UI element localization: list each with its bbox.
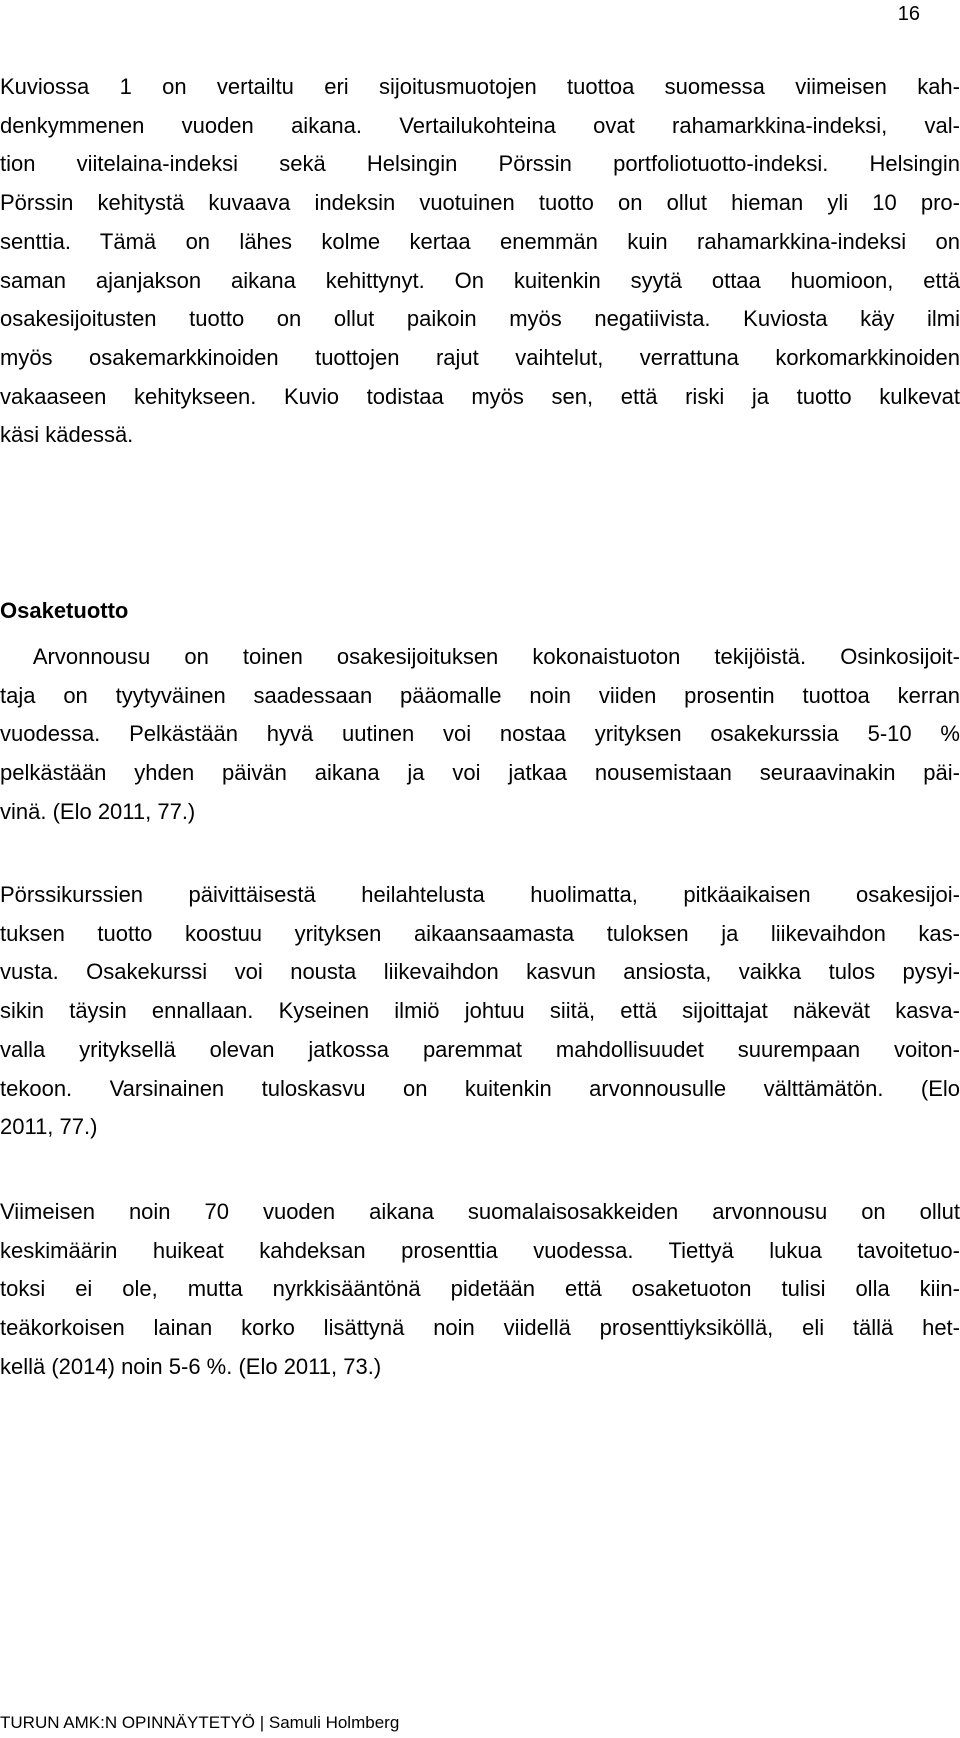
text-line: pelkästään yhden päivän aikana ja voi jatkaa nousemistaan seuraavinakin päi- <box>0 760 960 786</box>
text-line: tekoon. Varsinainen tuloskasvu on kuitenkin arvonnousulle välttämätön. (Elo <box>0 1075 960 1101</box>
section-heading: Osaketuotto <box>0 598 129 623</box>
text-line: Viimeisen noin 70 vuoden aikana suomalaisosakkeiden arvonnousu on ollut <box>0 1199 960 1224</box>
text-line: myös osakemarkkinoiden tuottojen rajut vaihtelut, verrattuna korkomarkkinoiden <box>0 344 960 370</box>
text-line: 2011, 77.) <box>0 1114 98 1140</box>
text-line: Kuviossa 1 on vertailtu eri sijoitusmuotojen tuottoa suomessa viimeisen kah- <box>0 74 960 99</box>
text-line: taja on tyytyväinen saadessaan pääomalle noin viiden prosentin tuottoa kerran <box>0 682 960 708</box>
text-line: osakesijoitusten tuotto on ollut paikoin myös negatiivista. Kuviosta käy ilmi <box>0 306 960 332</box>
text-line: Arvonnousu on toinen osakesijoituksen kokonaistuoton tekijöistä. Osinkosijoit- <box>0 644 960 669</box>
text-line: saman ajanjakson aikana kehittynyt. On kuitenkin syytä ottaa huomioon, että <box>0 267 960 293</box>
text-line: vinä. (Elo 2011, 77.) <box>0 798 196 824</box>
text-line: teäkorkoisen lainan korko lisättynä noin viidellä prosenttiyksiköllä, eli tällä het- <box>0 1315 960 1341</box>
text-line: keskimäärin huikeat kahdeksan prosenttia vuodessa. Tiettyä lukua tavoitetuo- <box>0 1237 960 1263</box>
text-line: tuksen tuotto koostuu yrityksen aikaansaamasta tuloksen ja liikevaihdon kas- <box>0 920 960 946</box>
text-line: tion viitelaina-indeksi sekä Helsingin Pörssin portfoliotuotto-indeksi. Helsingin <box>0 151 960 177</box>
paragraph-2-real <box>0 638 960 832</box>
footer: TURUN AMK:N OPINNÄYTETYÖ | Samuli Holmberg <box>0 1713 400 1732</box>
text-line: vuodessa. Pelkästään hyvä uutinen voi nostaa yrityksen osakekurssia 5-10 % <box>0 721 960 747</box>
text-line: denkymmenen vuoden aikana. Vertailukohteina ovat rahamarkkina-indeksi, val- <box>0 112 960 138</box>
text-line: toksi ei ole, mutta nyrkkisääntönä pidetään että osaketuoton tulisi olla kiin- <box>0 1276 960 1302</box>
text-line: sikin täysin ennallaan. Kyseinen ilmiö johtuu siitä, että sijoittajat näkevät kasva- <box>0 998 960 1024</box>
text-line: Pörssin kehitystä kuvaava indeksin vuotuinen tuotto on ollut hieman yli 10 pro- <box>0 190 960 216</box>
text-line: valla yrityksellä olevan jatkossa paremmat mahdollisuudet suurempaan voiton- <box>0 1036 960 1062</box>
text-line: vusta. Osakekurssi voi nousta liikevaihdon kasvun ansiosta, vaikka tulos pysyi- <box>0 959 960 985</box>
paragraph-4 <box>0 1193 960 1387</box>
paragraph-1 <box>0 68 960 455</box>
text-line: käsi kädessä. <box>0 422 134 448</box>
page-number: 16 <box>897 3 920 25</box>
text-line: Pörssikurssien päivittäisestä heilahtelusta huolimatta, pitkäaikaisen osakesijoi- <box>0 882 960 907</box>
paragraph-3 <box>0 876 960 1147</box>
text-line: vakaaseen kehitykseen. Kuvio todistaa myös sen, että riski ja tuotto kulkevat <box>0 383 960 409</box>
text-line: kellä (2014) noin 5-6 %. (Elo 2011, 73.) <box>0 1353 382 1379</box>
text-line: senttia. Tämä on lähes kolme kertaa enemmän kuin rahamarkkina-indeksi on <box>0 228 960 254</box>
